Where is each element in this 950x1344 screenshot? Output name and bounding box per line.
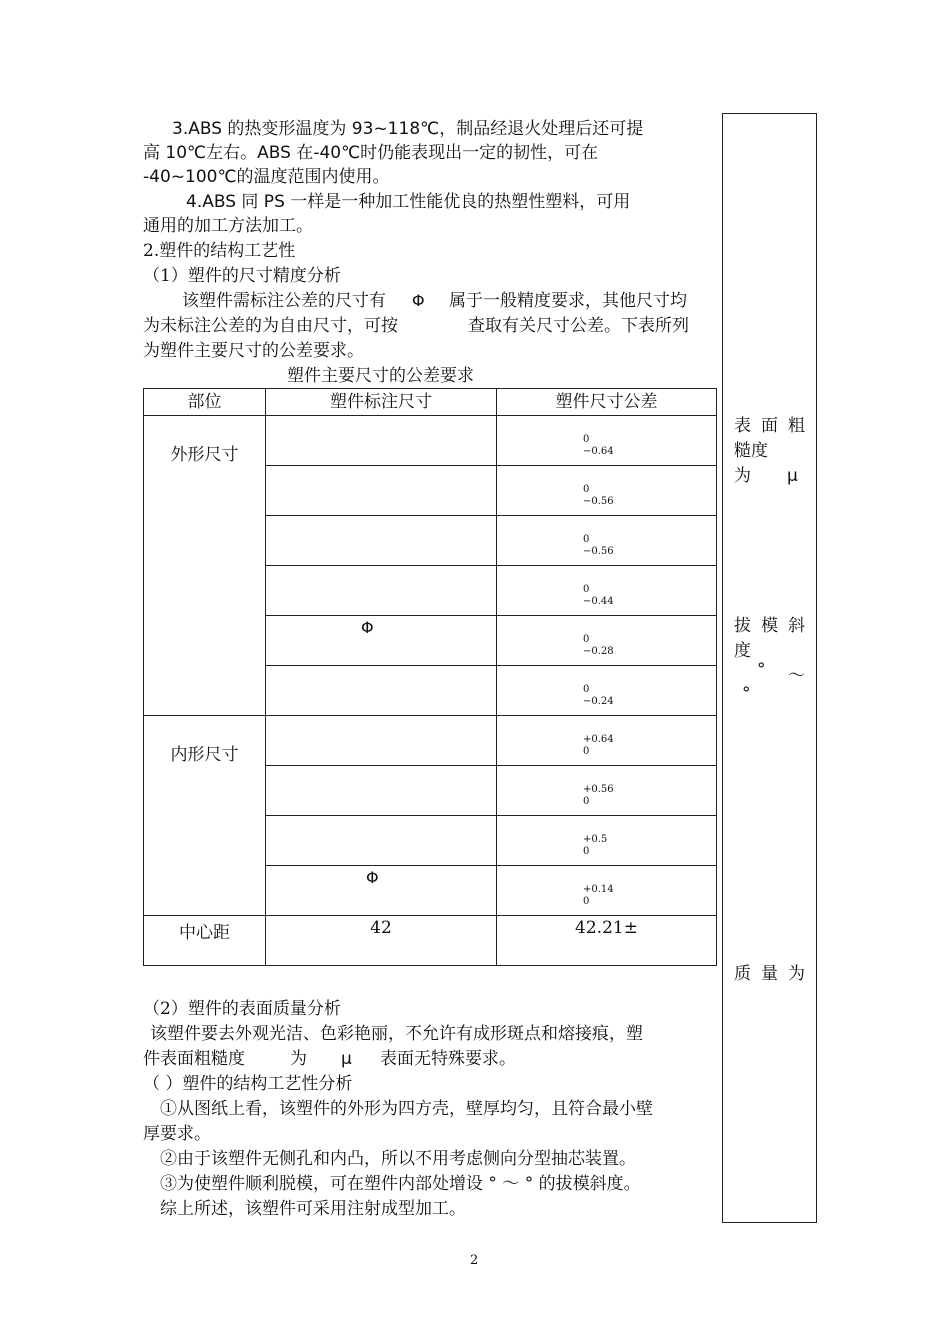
table-row (144, 916, 717, 966)
paragraph-line: -40~100℃的温度范围内使用。 (143, 167, 390, 187)
tol-upper: +0.64 (583, 734, 614, 745)
size-cell (266, 816, 497, 866)
tol-upper: +0.56 (583, 784, 614, 795)
paragraph-line: 高 10℃左右。ABS 在-40℃时仍能表现出一定的韧性，可在 (143, 143, 599, 163)
degree-symbol: ° (757, 660, 766, 680)
tol-upper: 0 (583, 584, 590, 595)
tolerance-cell: 42.21± (497, 916, 717, 966)
tolerance-cell (497, 466, 717, 516)
header-cell: 部位 (144, 389, 266, 416)
tolerance-cell (497, 516, 717, 566)
tol-upper: 0 (583, 484, 590, 495)
diameter-symbol: Φ (412, 291, 425, 310)
paragraph-line: 通用的加工方法加工。 (143, 216, 313, 236)
size-cell (266, 666, 497, 716)
side-note-draft: 度 (734, 641, 761, 661)
subsection-title: （ ）塑件的结构工艺性分析 (143, 1074, 353, 1094)
tol-lower: −0.44 (583, 596, 614, 607)
page-number: 2 (470, 1253, 479, 1268)
tol-upper: +0.5 (583, 834, 608, 845)
tol-lower: −0.56 (583, 546, 614, 557)
paragraph-line: 件表面粗糙度 (143, 1049, 245, 1069)
side-note-roughness: 糙度 (734, 441, 768, 461)
tol-lower: 0 (583, 896, 590, 907)
subsection-title: （2）塑件的表面质量分析 (143, 999, 341, 1019)
tol-lower: 0 (583, 746, 590, 757)
side-note-draft: 拔模斜 (734, 616, 815, 636)
list-item: 厚要求。 (143, 1124, 211, 1144)
micro-symbol: μ (341, 1049, 352, 1069)
paragraph-line: 该塑件需标注公差的尺寸有 (182, 291, 386, 311)
side-note-divider (722, 113, 723, 1222)
paragraph-line: 3.ABS 的热变形温度为 93~118℃，制品经退火处理后还可提 (172, 119, 644, 139)
degree-symbol: ° (742, 684, 751, 704)
paragraph-line: 为未标注公差的为自由尺寸，可按 (143, 316, 398, 336)
tol-upper: 0 (583, 534, 590, 545)
size-cell (266, 566, 497, 616)
tol-upper: 0 (583, 634, 590, 645)
paragraph-line: 表面无特殊要求。 (380, 1049, 516, 1069)
tolerance-cell (497, 866, 717, 916)
tilde-symbol: ～ (788, 666, 805, 686)
diameter-symbol: Φ (366, 868, 379, 887)
size-cell (266, 866, 497, 916)
table-header-row (144, 389, 717, 416)
micro-symbol: μ (787, 466, 798, 486)
size-cell (266, 766, 497, 816)
size-cell (266, 716, 497, 766)
tol-lower: −0.28 (583, 646, 614, 657)
header-cell: 塑件尺寸公差 (497, 389, 717, 416)
tol-upper: 0 (583, 434, 590, 445)
tolerance-table (143, 388, 717, 966)
size-cell (266, 466, 497, 516)
tolerance-cell (497, 766, 717, 816)
summary-line: 综上所述，该塑件可采用注射成型加工。 (160, 1199, 466, 1219)
paragraph-line: 为 (290, 1049, 307, 1069)
subsection-title: （1）塑件的尺寸精度分析 (143, 266, 341, 286)
tolerance-cell (497, 816, 717, 866)
size-cell: 42 (266, 916, 497, 966)
tolerance-cell (497, 416, 717, 466)
tolerance-cell (497, 566, 717, 616)
group-label-inner: 内形尺寸 (144, 716, 266, 916)
side-note-roughness: 表面粗 (734, 416, 815, 436)
list-item: ③为使塑件顺利脱模，可在塑件内部处增设 ° ～ ° 的拔模斜度。 (160, 1174, 641, 1194)
tol-lower: 0 (583, 796, 590, 807)
tol-lower: −0.64 (583, 446, 614, 457)
tol-upper: 0 (583, 684, 590, 695)
group-label-outer: 外形尺寸 (144, 416, 266, 716)
table-row (144, 716, 717, 766)
tol-upper: +0.14 (583, 884, 614, 895)
side-note-roughness: 为 (734, 466, 761, 486)
tol-lower: 0 (583, 846, 590, 857)
paragraph-line: 该塑件要去外观光洁、色彩艳丽，不允许有成形斑点和熔接痕，塑 (150, 1024, 643, 1044)
section-title: 2.塑件的结构工艺性 (143, 241, 296, 261)
tolerance-cell (497, 716, 717, 766)
paragraph-line: 为塑件主要尺寸的公差要求。 (143, 341, 364, 361)
tolerance-cell (497, 616, 717, 666)
tol-lower: −0.56 (583, 496, 614, 507)
list-item: ①从图纸上看，该塑件的外形为四方壳，壁厚均匀，且符合最小壁 (160, 1099, 653, 1119)
paragraph-line: 4.ABS 同 PS 一样是一种加工性能优良的热塑性塑料，可用 (186, 192, 631, 212)
paragraph-line: 属于一般精度要求，其他尺寸均 (449, 291, 687, 311)
header-cell: 塑件标注尺寸 (266, 389, 497, 416)
group-label-center: 中心距 (144, 916, 266, 966)
side-note-quality: 质量为 (734, 964, 815, 984)
tolerance-cell (497, 666, 717, 716)
size-cell (266, 616, 497, 666)
tol-lower: −0.24 (583, 696, 614, 707)
list-item: ②由于该塑件无侧孔和内凸，所以不用考虑侧向分型抽芯装置。 (160, 1149, 636, 1169)
size-cell (266, 516, 497, 566)
table-caption: 塑件主要尺寸的公差要求 (287, 366, 474, 386)
paragraph-line: 查取有关尺寸公差。下表所列 (468, 316, 689, 336)
table-row (144, 416, 717, 466)
diameter-symbol: Φ (361, 618, 374, 637)
size-cell (266, 416, 497, 466)
